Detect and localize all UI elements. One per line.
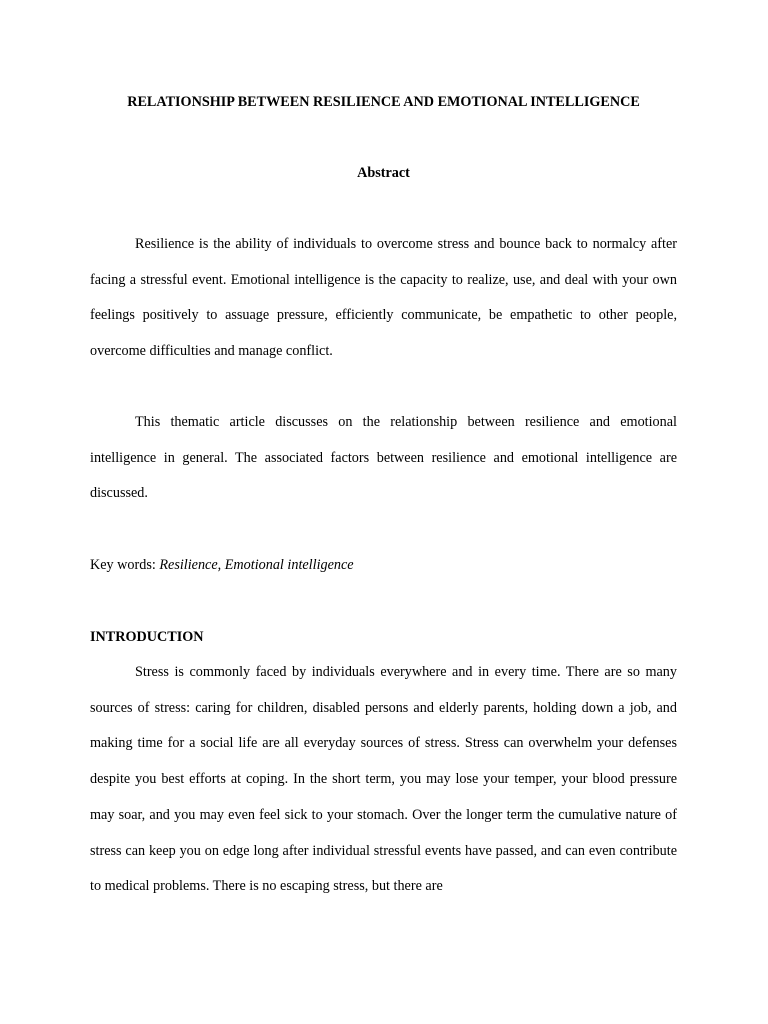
abstract-paragraph-1: Resilience is the ability of individuals to overcome stress and bounce back to normalcy after facing a stressful event. Emotional intelligence is the capacity to realize, use, and deal with your own feelings positively to assuage pressure, efficiently communicate, be empathetic to other people, overcome difficulties and manage conflict. (90, 236, 677, 360)
abstract-heading: Abstract (357, 165, 410, 181)
introduction-heading: INTRODUCTION (90, 629, 204, 645)
keywords-values: Resilience, Emotional intelligence (159, 557, 354, 573)
introduction-paragraph: Stress is commonly faced by individuals everywhere and in every time. There are so many sources of stress: caring for children, disabled persons and elderly parents, holding down a job, and making time for a social life are all everyday sources of stress. Stress can overwhelm your defenses despite you best efforts at coping. In the short term, you may lose your temper, your blood pressure may soar, and you may even feel sick to your stomach. Over the longer term the cumulative nature of stress can keep you on edge long after individual stressful events have passed, and can even contribute to medical problems. There is no escaping stress, but there are (90, 664, 677, 895)
keywords-line (90, 556, 354, 574)
keywords-label: Key words: (90, 557, 160, 573)
document-title: RELATIONSHIP BETWEEN RESILIENCE AND EMOTIONAL INTELLIGENCE (127, 94, 640, 110)
abstract-paragraph-2: This thematic article discusses on the relationship between resilience and emotional intelligence in general. The associated factors between resilience and emotional intelligence are discussed. (90, 414, 677, 502)
document-page (90, 0, 677, 1024)
